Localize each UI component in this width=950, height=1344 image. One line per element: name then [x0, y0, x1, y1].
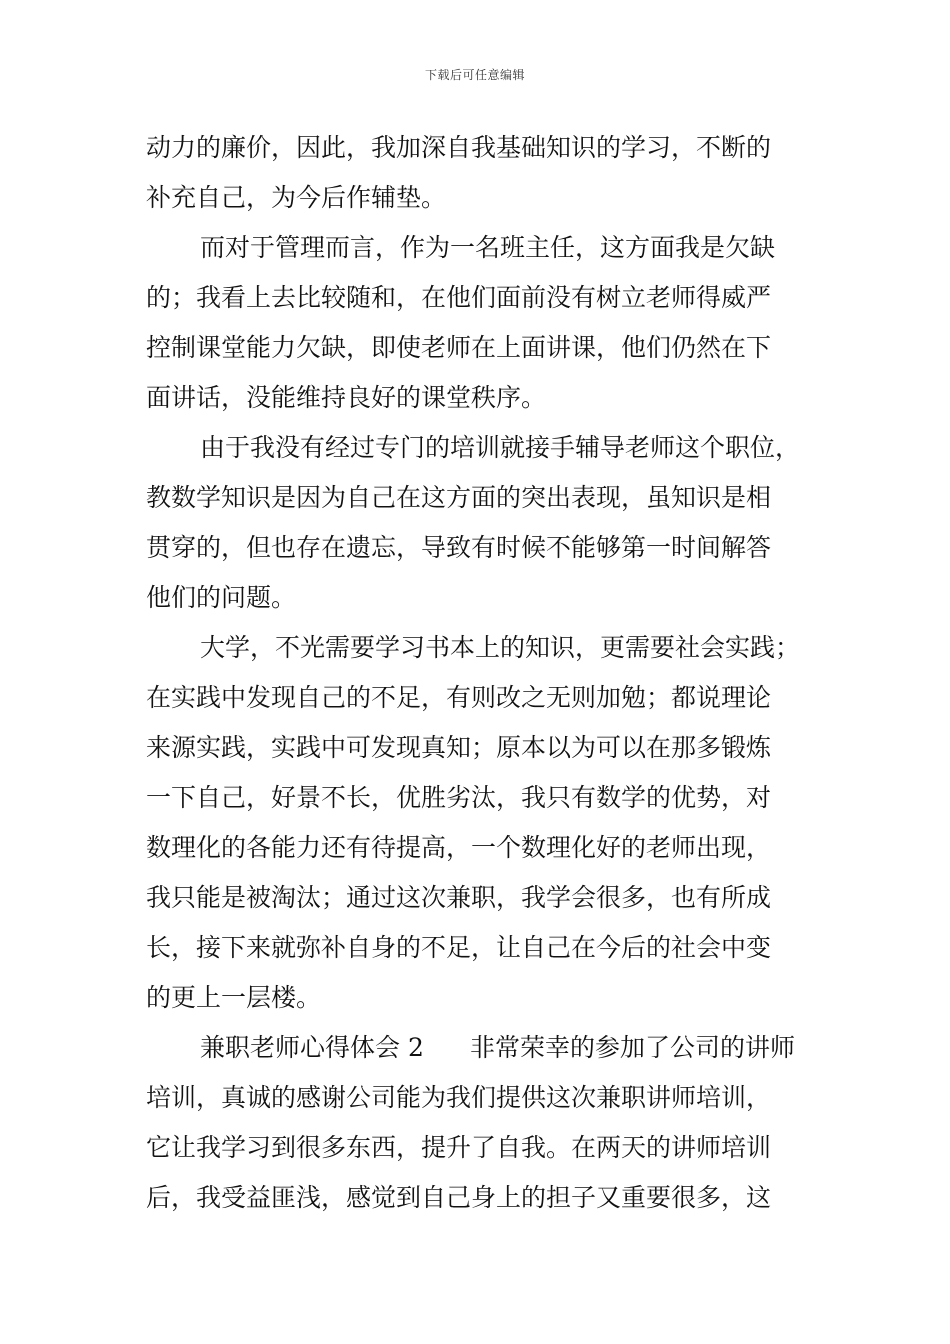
text-line: 一下自己，好景不长，优胜劣汰，我只有数学的优势，对 [146, 783, 772, 812]
text-line: 在实践中发现自己的不足，有则改之无则加勉；都说理论 [146, 683, 772, 712]
text-line: 它让我学习到很多东西，提升了自我。在两天的讲师培训 [146, 1133, 772, 1162]
section-heading: 兼职老师心得体会 2 [200, 1033, 424, 1062]
text-line: 面讲话，没能维持良好的课堂秩序。 [146, 383, 547, 412]
text-line: 的更上一层楼。 [146, 983, 322, 1012]
text-line: 控制课堂能力欠缺，即使老师在上面讲课，他们仍然在下 [146, 333, 772, 362]
text-line: 来源实践，实践中可发现真知；原本以为可以在那多锻炼 [146, 733, 772, 762]
text-line: 贯穿的，但也存在遗忘，导致有时候不能够第一时间解答 [146, 533, 772, 562]
text-line: 后，我受益匪浅，感觉到自己身上的担子又重要很多，这 [146, 1183, 772, 1212]
text-line: 长，接下来就弥补自身的不足，让自己在今后的社会中变 [146, 933, 772, 962]
text-line: 的；我看上去比较随和，在他们面前没有树立老师得威严 [146, 283, 772, 312]
text-line: 我只能是被淘汰；通过这次兼职，我学会很多，也有所成 [146, 883, 772, 912]
text-line: 补充自己，为今后作辅垫。 [146, 183, 447, 212]
text-line: 大学，不光需要学习书本上的知识，更需要社会实践； [200, 633, 801, 662]
text-line: 而对于管理而言，作为一名班主任，这方面我是欠缺 [200, 233, 776, 262]
text-line: 他们的问题。 [146, 583, 297, 612]
text-line: 动力的廉价，因此，我加深自我基础知识的学习，不断的 [146, 133, 772, 162]
text-line: 数理化的各能力还有待提高，一个数理化好的老师出现， [146, 833, 772, 862]
text-line: 教数学知识是因为自己在这方面的突出表现，虽知识是相 [146, 483, 772, 512]
text-line: 非常荣幸的参加了公司的讲师 [470, 1033, 796, 1062]
page-header: 下载后可任意编辑 [424, 68, 525, 82]
text-line: 由于我没有经过专门的培训就接手辅导老师这个职位， [200, 433, 801, 462]
text-line: 培训，真诚的感谢公司能为我们提供这次兼职讲师培训， [146, 1083, 772, 1112]
